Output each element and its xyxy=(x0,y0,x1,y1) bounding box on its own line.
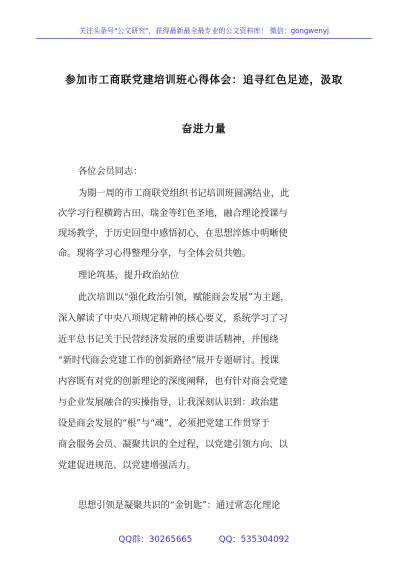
paragraph-line: 思想引领是凝聚共识的“金钥匙”：通过常态化理论 xyxy=(78,500,281,511)
paragraph-line: 深入解读了中央八项规定精神的核心要义，系统学习了习 xyxy=(58,313,288,324)
paragraph-line: 内容既有对党的创新理论的深度阐释，也有针对商会党建 xyxy=(58,376,288,387)
section-heading: 理论筑基，提升政治站位 xyxy=(78,270,180,281)
paragraph-line: 商会服务会员、凝聚共识的全过程，以党建引领方向、以 xyxy=(58,439,288,450)
document-title-continued: 奋进力量 xyxy=(181,123,227,135)
paragraph-line: 党建促进规范、以党建增强活力。 xyxy=(58,460,196,471)
paragraph-line: 与企业发展融合的实操指导，让我深刻认识到：政治建 xyxy=(58,397,279,408)
paragraph-line: 为期一周的市工商联党组织书记培训班圆满结业，此 xyxy=(78,188,290,199)
paragraph-line: “新时代商会党建工作的创新路径”展开专题研讨。授课 xyxy=(58,355,279,366)
paragraph-line: 设是商会发展的“根”与“魂”，必须把党建工作贯穿于 xyxy=(58,418,270,429)
footer-contact xyxy=(0,533,408,545)
salutation: 各位会员同志： xyxy=(78,166,143,177)
paragraph-line: 命。现将学习心得整理分享，与全体会员共勉。 xyxy=(58,248,251,259)
paragraph-line: 此次培训以“强化政治引领，赋能商会发展”为主题， xyxy=(78,292,290,303)
header-banner[interactable]: 关注头条号"公文研究"，获得最新最全最专业的公文资料库！ 微信：gongwenyj xyxy=(79,27,329,35)
footer-qq[interactable]: QQ：535304092 xyxy=(218,535,290,545)
header-divider xyxy=(36,38,372,39)
paragraph-line: 现场教学，于历史回望中感悟初心，在思想淬炼中明晰使 xyxy=(58,228,288,239)
footer-qq-group[interactable]: QQ群：30265665 xyxy=(118,535,193,545)
paragraph-line: 次学习行程横跨古田、瑞金等红色圣地，融合理论授课与 xyxy=(58,208,288,219)
document-title: 参加市工商联党建培训班心得体会：追寻红色足迹，汲取 xyxy=(65,74,343,86)
paragraph-line: 近平总书记关于民营经济发展的重要讲话精神，并围绕 xyxy=(58,334,279,345)
